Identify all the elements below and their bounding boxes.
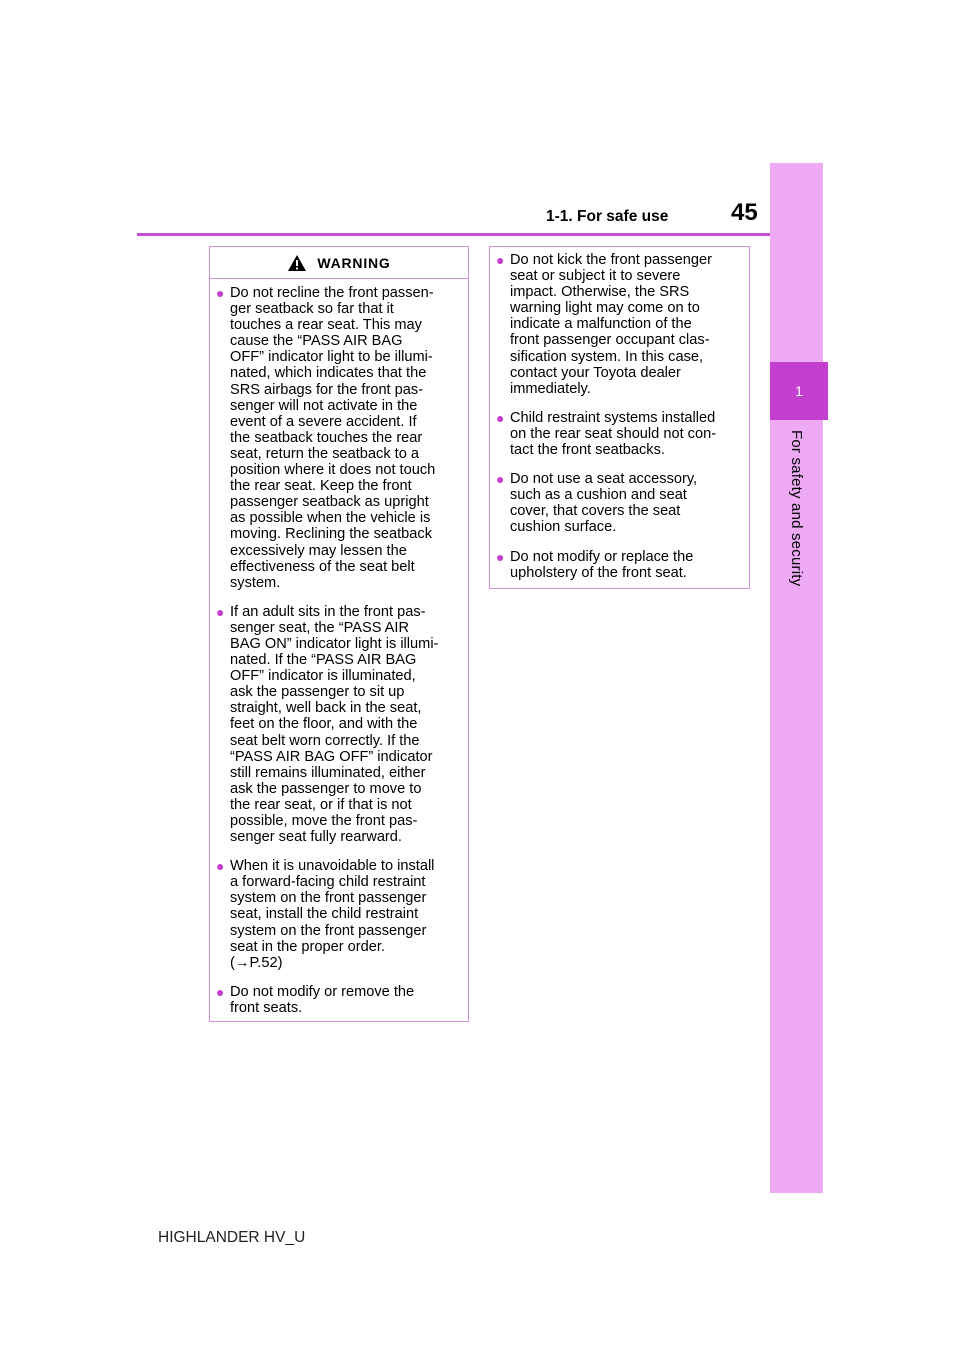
section-title: 1-1. For safe use [546,208,669,225]
warning-box-left [209,246,469,1022]
list-item [496,410,743,458]
bullet-icon: ● [216,603,225,620]
item-text: Do not kick the front passenger seat or subject it to severe impact. Otherwise, the SRS warning light may come on to indicate a malfunction of the front passenger occupant clas- sification system. In this case, contact your Toyota dealer immediately. [510,252,712,397]
list-item [496,471,743,535]
bullet-icon: ● [496,471,505,488]
page-number: 45 [731,199,758,226]
bullet-icon: ● [216,983,225,1000]
bullet-icon: ● [496,409,505,426]
list-item [216,858,462,971]
warning-header [210,247,468,279]
item-text: Do not modify or replace the upholstery of the front seat. [510,548,694,581]
chapter-sidebar [770,163,823,1193]
warning-title: WARNING [317,254,391,271]
footer-model: HIGHLANDER HV_U [158,1229,306,1246]
list-item [216,285,462,591]
chapter-title: For safety and security [788,430,805,587]
item-text: Do not modify or remove the front seats. [230,983,415,1016]
warning-box-right [489,246,750,589]
item-text: If an adult sits in the front pas- senger seat, the “PASS AIR BAG ON” indicator light is illumi- nated. If the “PASS AIR BAG OFF” indicator is illuminated, ask the passenger to sit up straight, well back in the seat, feet on the floor, and with the seat belt worn correctly. If the “PASS AIR BAG OFF” indicator still remains illuminated, either ask the passenger to move to the rear seat, or if that is not possible, move the front pas- senger seat fully rearward. [230,603,439,846]
list-item [216,984,462,1016]
bullet-icon: ● [496,548,505,565]
list-item [216,604,462,845]
bullet-icon: ● [216,285,225,301]
list-item [496,252,743,397]
item-text: Do not recline the front passen- ger seatback so far that it touches a rear seat. This may cause the “PASS AIR BAG OFF” indicator light to be illumi- nated, which indicates that the SRS airbags for the front pas- senger will not activate in the event of a severe accident. If the seatback touches the rear seat, return the seatback to a position where it does not touch the rear seat. Keep the front passenger seatback as upright as possible when the vehicle is moving. Reclining the seatback excessively may lessen the effectiveness of the seat belt system. [230,285,436,591]
warning-list-left [210,279,468,1016]
item-text: Do not use a seat accessory, such as a cushion and seat cover, that covers the seat cushion surface. [510,471,698,536]
bullet-icon: ● [496,252,505,268]
header-divider [137,233,770,236]
warning-triangle-icon [287,254,307,272]
list-item [496,549,743,581]
bullet-icon: ● [216,858,225,875]
item-text: Child restraint systems installed on the rear seat should not con- tact the front seatbacks. [510,409,717,459]
warning-list-right [490,247,749,581]
chapter-number-tab[interactable]: 1 [770,362,828,420]
item-text: When it is unavoidable to install a forward-facing child restraint system on the front passenger seat, install the child restraint system on the front passenger seat in the proper order. (→P.52) [230,858,435,971]
